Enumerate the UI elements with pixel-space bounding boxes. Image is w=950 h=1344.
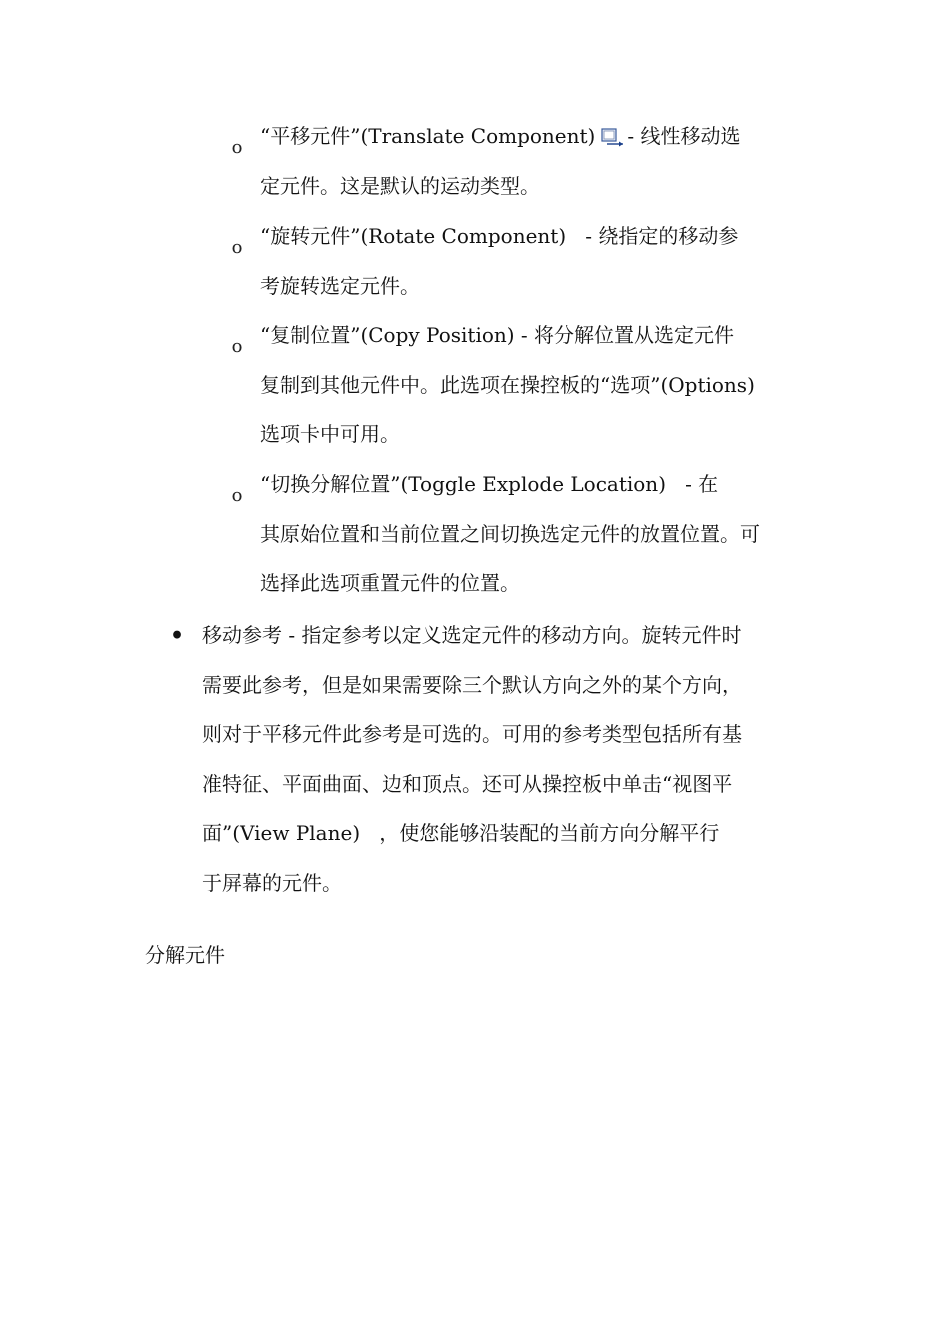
filled-bullet: • <box>170 623 185 649</box>
text-line: “旋转元件”(Rotate Component) - 绕指定的移动参 <box>260 224 739 248</box>
hollow-bullet: o <box>231 137 243 158</box>
list-item-text <box>202 611 822 908</box>
text-line: “复制位置”(Copy Position) - 将分解位置从选定元件 <box>260 323 735 347</box>
translate-component-icon <box>601 116 625 136</box>
text-line: 选项卡中可用。 <box>260 422 400 446</box>
text-line: 则对于平移元件此参考是可选的。可用的参考类型包括所有基 <box>202 722 742 746</box>
list-item-text <box>260 212 830 311</box>
hollow-bullet: o <box>231 336 243 357</box>
text-line: 需要此参考，但是如果需要除三个默认方向之外的某个方向， <box>202 672 742 697</box>
text-line: 面”(View Plane) ，使您能够沿装配的当前方向分解平行 <box>202 821 720 845</box>
section-heading: 分解元件 <box>145 943 225 967</box>
text-line: “切换分解位置”(Toggle Explode Location) - 在 <box>260 472 719 496</box>
hollow-bullet: o <box>231 237 243 258</box>
text-line: 考旋转选定元件。 <box>260 273 420 298</box>
text-line: 于屏幕的元件。 <box>202 870 342 895</box>
text-line: 选择此选项重置元件的位置。 <box>260 571 520 595</box>
text-line: 其原始位置和当前位置之间切换选定元件的放置位置。可 <box>260 521 760 546</box>
list-item-text <box>260 460 830 609</box>
text-line: 复制到其他元件中。此选项在操控板的“选项”(Options) <box>260 372 755 397</box>
list-item-text <box>260 112 830 211</box>
text-line: 准特征、平面曲面、边和顶点。还可从操控板中单击“视图平 <box>202 771 733 796</box>
text-line: “平移元件”(Translate Component) - 线性移动选 <box>260 112 830 162</box>
hollow-bullet: o <box>231 485 243 506</box>
text-line: 移动参考 - 指定参考以定义选定元件的移动方向。旋转元件时 <box>202 623 742 647</box>
list-item-text <box>260 311 830 460</box>
text-line: 定元件。这是默认的运动类型。 <box>260 173 540 198</box>
